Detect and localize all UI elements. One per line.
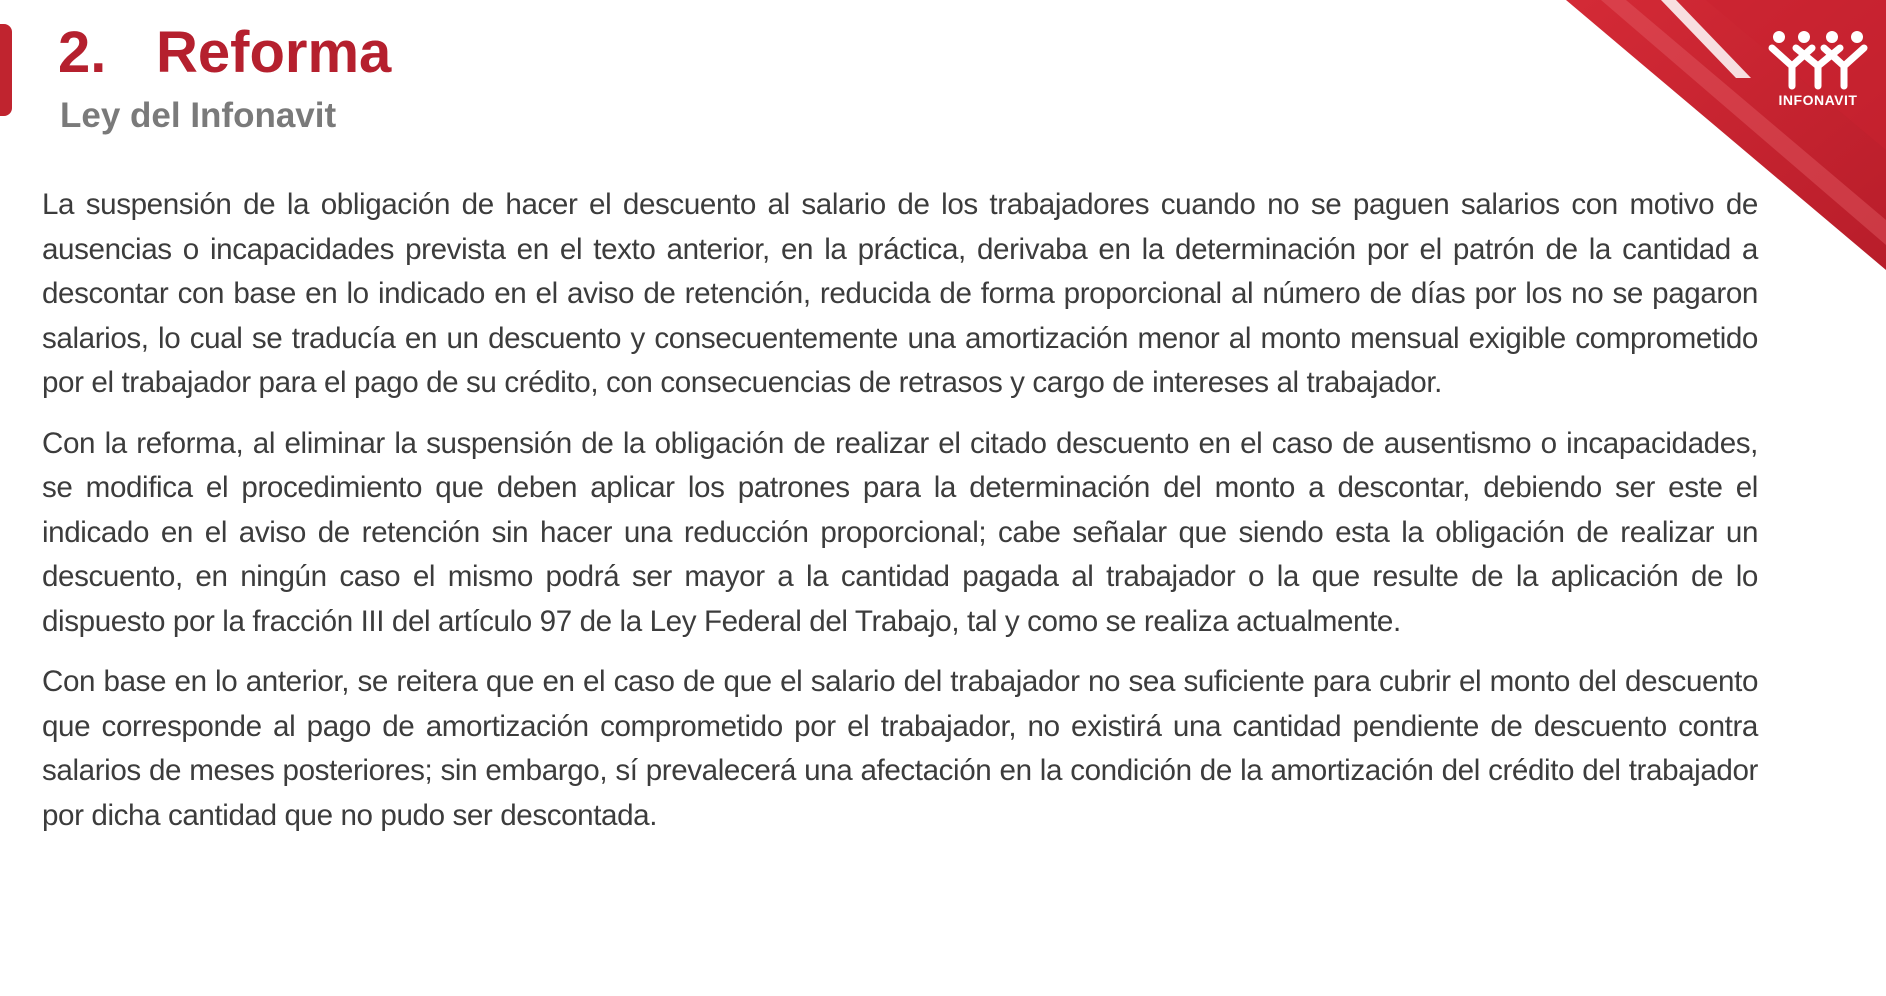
section-number: 2. (58, 20, 107, 85)
paragraph-1: La suspensión de la obligación de hacer el descuento al salario de los trabajadores cuando no se paguen salarios con motivo de ausencias o incapacidades prevista en el texto anterior, en la práctica, derivaba en la determinación por el patrón de la cantidad a descontar con base en lo indicado en el aviso de retención, reducida de forma proporcional al número de días por los no se pagaron salarios, lo cual se traducía en un descuento y consecuentemente una amortización menor al monto mensual exigible comprometido por el trabajador para el pago de su crédito, con consecuencias de retrasos y cargo de intereses al trabajador. (42, 188, 1758, 399)
section-title: Reforma (156, 20, 392, 85)
body-text (42, 183, 1758, 854)
paragraph-2: Con la reforma, al eliminar la suspensión de la obligación de realizar el citado descuento en el caso de ausentismo o incapacidades, se modifica el procedimiento que deben aplicar los patrones para la determinación del monto a descontar, debiendo ser este el indicado en el aviso de retención sin hacer una reducción proporcional; cabe señalar que siendo esta la obligación de realizar un descuento, en ningún caso el mismo podrá ser mayor a la cantidad pagada al trabajador o la que resulte de la aplicación de lo dispuesto por la fracción III del artículo 97 de la Ley Federal del Trabajo, tal y como se realiza actualmente. (42, 426, 1758, 638)
page-title (58, 20, 391, 86)
logo-text: INFONAVIT (1778, 92, 1858, 108)
infonavit-people-logo-icon (1766, 28, 1870, 90)
left-accent-tab (0, 24, 12, 116)
paragraph-3: Con base en lo anterior, se reitera que en el caso de que el salario del trabajador no sea suficiente para cubrir el monto del descuento que corresponde al pago de amortización comprometido por el trabajador, no existirá una cantidad pendiente de descuento contra salarios de meses posteriores; sin embargo, sí prevalecerá una afectación en la condición de la amortización del crédito del trabajador por dicha cantidad que no pudo ser descontada. (42, 665, 1758, 832)
infonavit-logo (1762, 28, 1874, 118)
page-subtitle: Ley del Infonavit (60, 96, 337, 135)
